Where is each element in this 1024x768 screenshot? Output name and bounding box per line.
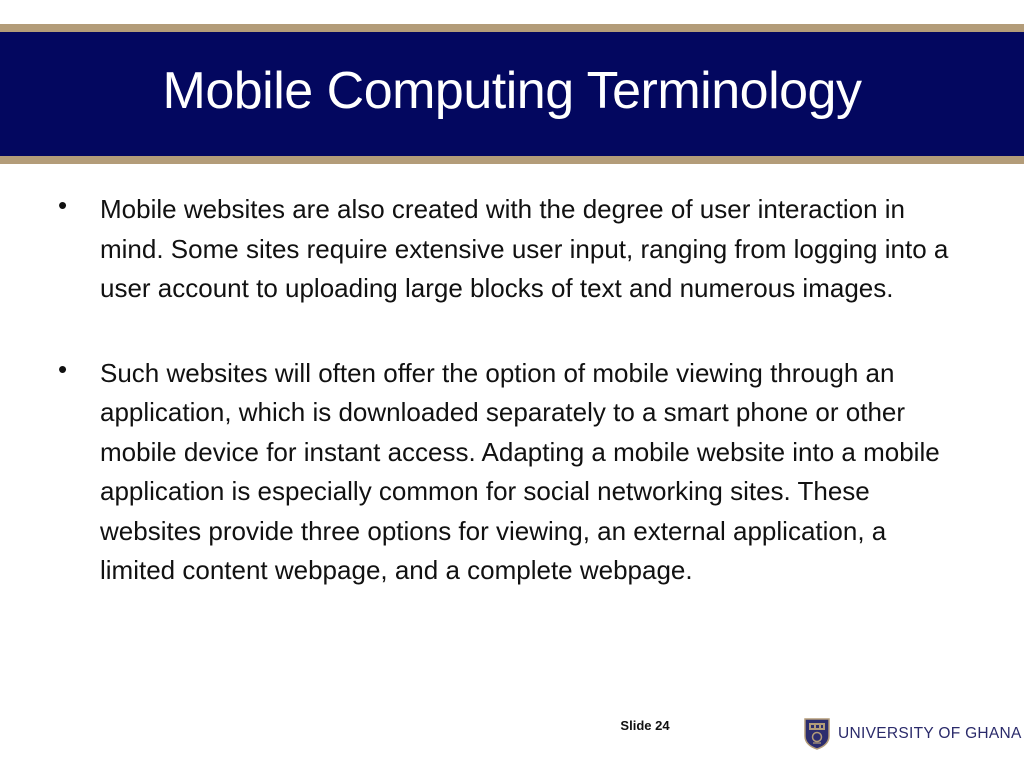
slide-title: Mobile Computing Terminology xyxy=(162,62,862,120)
bullet-text: Mobile websites are also created with the degree of user interaction in mind. Some sites require extensive user input, ranging from logging into a user account to uploading large blocks of text and numerous images. xyxy=(100,194,949,303)
bullet-item xyxy=(58,354,968,591)
slide-number: Slide 24 xyxy=(620,718,670,733)
bullet-dot-icon: • xyxy=(58,353,68,384)
bullet-text: Such websites will often offer the option of mobile viewing through an application, which is downloaded separately to a smart phone or other mobile device for instant access. Adapting a mobile website into a mobile application is especially common for social networking sites. These websites provide three options for viewing, an external application, a limited content webpage, and a complete webpage. xyxy=(100,357,940,585)
title-banner xyxy=(0,32,1024,156)
header-accent-band-top xyxy=(0,24,1024,32)
bullet-list xyxy=(58,190,968,591)
bullet-item xyxy=(58,190,968,309)
header-accent-band-bottom xyxy=(0,156,1024,164)
bullet-dot-icon: • xyxy=(58,190,68,220)
university-logo xyxy=(804,718,1022,750)
university-name: UNIVERSITY OF GHANA xyxy=(838,725,1022,742)
university-crest-icon xyxy=(804,718,830,750)
